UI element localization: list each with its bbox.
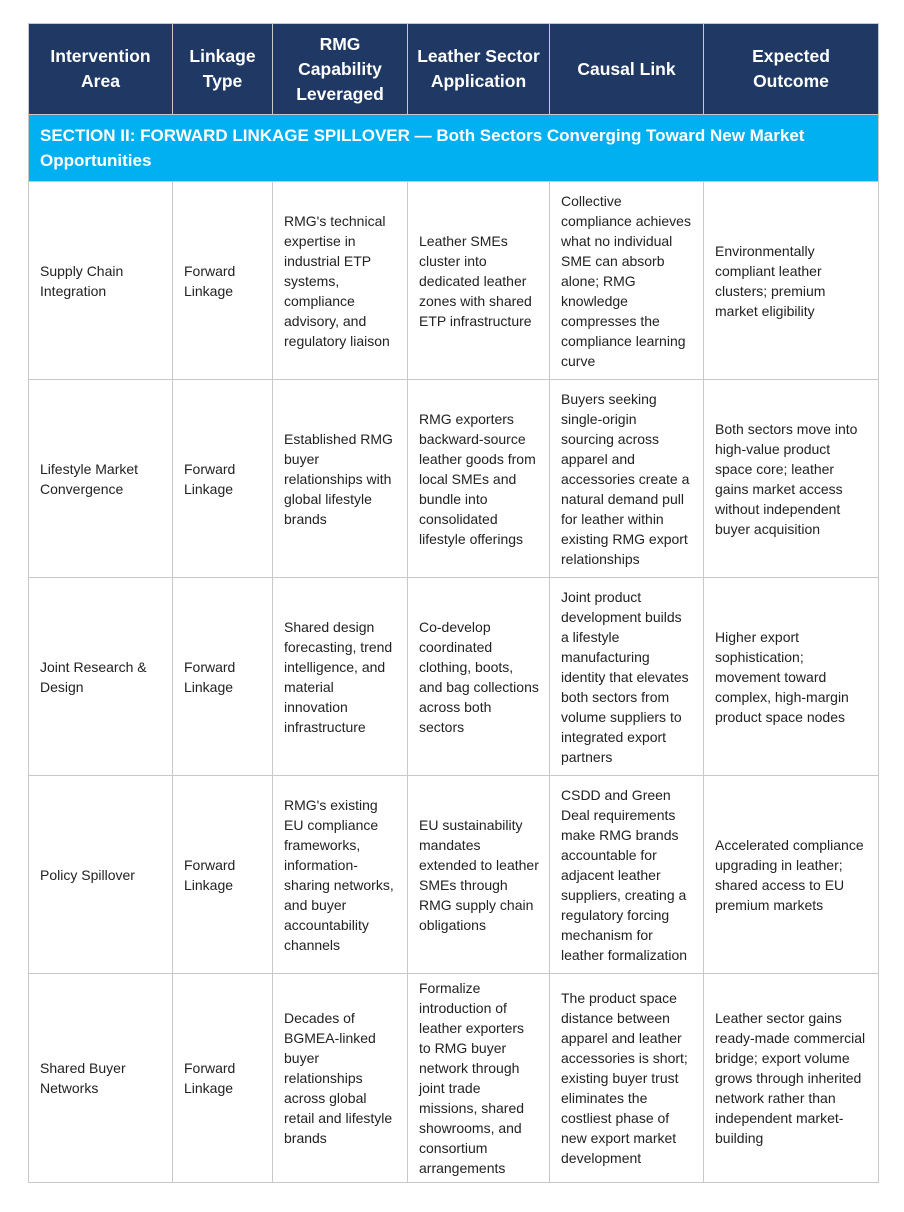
header-linkage-type: Linkage Type — [173, 24, 273, 115]
cell-causal-link: Joint product development builds a lifestyle manufacturing identity that elevates both sectors from volume suppliers to integrated export partners — [550, 578, 704, 776]
cell-causal-link: Collective compliance achieves what no individual SME can absorb alone; RMG knowledge compresses the compliance learning curve — [550, 182, 704, 380]
header-row — [29, 24, 879, 115]
cell-leather-application: RMG exporters backward-source leather goods from local SMEs and bundle into consolidated lifestyle offerings — [408, 380, 550, 578]
cell-causal-link: CSDD and Green Deal requirements make RMG brands accountable for adjacent leather suppliers, creating a regulatory forcing mechanism for leather formalization — [550, 776, 704, 974]
table-row — [29, 182, 879, 380]
cell-causal-link: The product space distance between apparel and leather accessories is short; existing buyer trust eliminates the costliest phase of new export market development — [550, 974, 704, 1183]
header-expected-outcome: Expected Outcome — [704, 24, 879, 115]
linkage-table — [28, 23, 879, 1183]
header-leather-application: Leather Sector Application — [408, 24, 550, 115]
cell-leather-application: Leather SMEs cluster into dedicated leather zones with shared ETP infrastructure — [408, 182, 550, 380]
cell-rmg-capability: RMG's technical expertise in industrial ETP systems, compliance advisory, and regulatory liaison — [273, 182, 408, 380]
cell-rmg-capability: Shared design forecasting, trend intelligence, and material innovation infrastructure — [273, 578, 408, 776]
cell-expected-outcome: Leather sector gains ready-made commercial bridge; export volume grows through inherited network rather than independent market-building — [704, 974, 879, 1183]
table-row — [29, 974, 879, 1183]
cell-linkage-type: Forward Linkage — [173, 974, 273, 1183]
cell-rmg-capability: Decades of BGMEA-linked buyer relationships across global retail and lifestyle brands — [273, 974, 408, 1183]
cell-linkage-type: Forward Linkage — [173, 578, 273, 776]
cell-leather-application: Co-develop coordinated clothing, boots, and bag collections across both sectors — [408, 578, 550, 776]
section-title: SECTION II: FORWARD LINKAGE SPILLOVER — Both Sectors Converging Toward New Market Opportunities — [29, 115, 879, 182]
cell-rmg-capability: RMG's existing EU compliance frameworks, information-sharing networks, and buyer accountability channels — [273, 776, 408, 974]
cell-expected-outcome: Accelerated compliance upgrading in leather; shared access to EU premium markets — [704, 776, 879, 974]
cell-leather-application: Formalize introduction of leather exporters to RMG buyer network through joint trade missions, shared showrooms, and consortium arrangements — [408, 974, 550, 1183]
cell-rmg-capability: Established RMG buyer relationships with global lifestyle brands — [273, 380, 408, 578]
cell-expected-outcome: Environmentally compliant leather clusters; premium market eligibility — [704, 182, 879, 380]
table-container — [28, 23, 878, 1183]
cell-intervention-area: Policy Spillover — [29, 776, 173, 974]
cell-linkage-type: Forward Linkage — [173, 776, 273, 974]
section-row — [29, 115, 879, 182]
cell-causal-link: Buyers seeking single-origin sourcing across apparel and accessories create a natural demand pull for leather within existing RMG export relationships — [550, 380, 704, 578]
cell-expected-outcome: Higher export sophistication; movement toward complex, high-margin product space nodes — [704, 578, 879, 776]
cell-intervention-area: Joint Research & Design — [29, 578, 173, 776]
cell-intervention-area: Shared Buyer Networks — [29, 974, 173, 1183]
cell-intervention-area: Supply Chain Integration — [29, 182, 173, 380]
cell-expected-outcome: Both sectors move into high-value product space core; leather gains market access without independent buyer acquisition — [704, 380, 879, 578]
header-intervention-area: Intervention Area — [29, 24, 173, 115]
header-rmg-capability: RMG Capability Leveraged — [273, 24, 408, 115]
cell-intervention-area: Lifestyle Market Convergence — [29, 380, 173, 578]
header-causal-link: Causal Link — [550, 24, 704, 115]
cell-leather-application: EU sustainability mandates extended to leather SMEs through RMG supply chain obligations — [408, 776, 550, 974]
cell-linkage-type: Forward Linkage — [173, 380, 273, 578]
table-row — [29, 380, 879, 578]
cell-linkage-type: Forward Linkage — [173, 182, 273, 380]
table-row — [29, 776, 879, 974]
table-row — [29, 578, 879, 776]
